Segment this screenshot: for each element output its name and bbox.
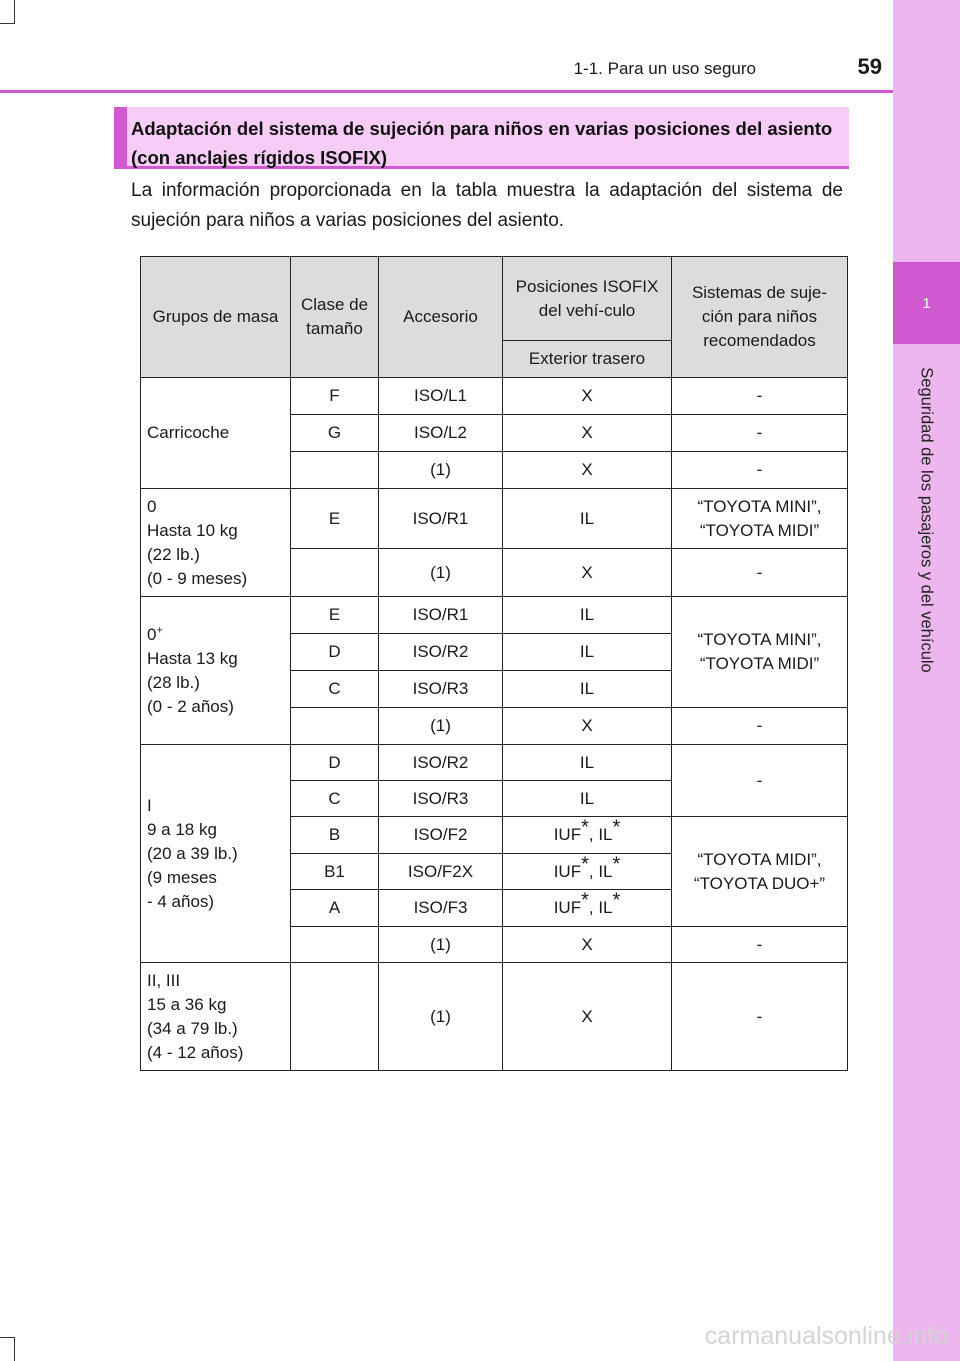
crop-mark — [14, 1337, 15, 1361]
fixture-cell: ISO/L1 — [379, 378, 503, 415]
mass-group-label: II, III — [147, 970, 181, 990]
mass-group-cell — [141, 489, 291, 597]
mass-group-line: (0 - 9 meses) — [147, 568, 248, 588]
size-cell: C — [291, 671, 379, 708]
mass-group-label: I — [147, 795, 152, 815]
mass-group-cell: Carricoche — [141, 378, 291, 489]
mass-group-line: (34 a 79 lb.) — [147, 1018, 238, 1038]
fixture-cell: ISO/R3 — [379, 671, 503, 708]
mass-group-label: 0+ — [147, 623, 163, 644]
outer-cell: IL — [503, 597, 672, 634]
chapter-title: Seguridad de los pasajeros y del vehículo — [917, 367, 936, 673]
recommended-cell: “TOYOTA MINI”, “TOYOTA MIDI” — [672, 597, 848, 708]
fixture-cell: ISO/L2 — [379, 415, 503, 452]
size-cell — [291, 963, 379, 1071]
fixture-cell: (1) — [379, 708, 503, 745]
section-title: 1-1. Para un uso seguro — [573, 59, 756, 78]
header-mass-group: Grupos de masa — [141, 257, 291, 378]
fixture-cell: ISO/R1 — [379, 597, 503, 634]
recommended-cell: - — [672, 549, 848, 597]
table-row — [141, 489, 848, 549]
outer-cell: IL — [503, 781, 672, 817]
size-cell: D — [291, 634, 379, 671]
fixture-cell: ISO/R3 — [379, 781, 503, 817]
fixture-cell: ISO/F2X — [379, 854, 503, 890]
size-cell — [291, 927, 379, 963]
crop-mark — [0, 1337, 15, 1338]
size-cell: E — [291, 489, 379, 549]
outer-cell: X — [503, 549, 672, 597]
table-row — [141, 963, 848, 1071]
mass-group-line: - 4 años) — [147, 891, 215, 911]
header-fixture: Accesorio — [379, 257, 503, 378]
table-row — [141, 378, 848, 415]
mass-group-label: 0 — [147, 496, 157, 516]
recommended-cell: - — [672, 927, 848, 963]
isofix-compatibility-table — [140, 256, 848, 1071]
recommended-cell: “TOYOTA MINI”, “TOYOTA MIDI” — [672, 489, 848, 549]
size-cell: A — [291, 890, 379, 927]
chapter-number: 1 — [922, 294, 931, 312]
size-cell: E — [291, 597, 379, 634]
table-row — [141, 745, 848, 781]
size-cell: C — [291, 781, 379, 817]
fixture-cell: (1) — [379, 963, 503, 1071]
header-recommended: Sistemas de suje-ción para niños recomendados — [672, 257, 848, 378]
chapter-sidebar — [893, 0, 960, 1361]
outer-cell: X — [503, 708, 672, 745]
mass-group-line: (0 - 2 años) — [147, 696, 234, 716]
recommended-cell: - — [672, 745, 848, 817]
size-cell: G — [291, 415, 379, 452]
size-cell: F — [291, 378, 379, 415]
outer-cell: X — [503, 927, 672, 963]
crop-mark — [14, 0, 15, 24]
outer-cell: IL — [503, 671, 672, 708]
outer-cell: X — [503, 415, 672, 452]
header-outer-rear: Exterior trasero — [503, 341, 672, 378]
outer-cell: IL — [503, 634, 672, 671]
fixture-cell: ISO/R2 — [379, 745, 503, 781]
recommended-cell: - — [672, 963, 848, 1071]
recommended-cell: - — [672, 708, 848, 745]
fixture-cell: (1) — [379, 452, 503, 489]
mass-group-line: (9 meses — [147, 867, 217, 887]
outer-cell: X — [503, 452, 672, 489]
recommended-cell: “TOYOTA MIDI”, “TOYOTA DUO+” — [672, 817, 848, 927]
mass-group-line: (20 a 39 lb.) — [147, 843, 238, 863]
mass-group-line: (28 lb.) — [147, 672, 200, 692]
recommended-cell: - — [672, 452, 848, 489]
fixture-cell: ISO/F3 — [379, 890, 503, 927]
outer-cell: IL — [503, 489, 672, 549]
mass-group-line: 9 a 18 kg — [147, 819, 217, 839]
outer-cell: IUF*, IL* — [503, 854, 672, 890]
size-cell — [291, 549, 379, 597]
outer-cell: IL — [503, 745, 672, 781]
size-cell — [291, 452, 379, 489]
size-cell — [291, 708, 379, 745]
fixture-cell: (1) — [379, 927, 503, 963]
page-number: 59 — [857, 54, 882, 79]
chapter-tab[interactable] — [893, 262, 960, 344]
fixture-cell: ISO/F2 — [379, 817, 503, 854]
size-cell: D — [291, 745, 379, 781]
mass-group-line: (4 - 12 años) — [147, 1042, 244, 1062]
recommended-cell: - — [672, 415, 848, 452]
mass-group-cell — [141, 963, 291, 1071]
outer-cell: X — [503, 378, 672, 415]
outer-cell: IUF*, IL* — [503, 890, 672, 927]
fixture-cell: ISO/R2 — [379, 634, 503, 671]
section-heading: Adaptación del sistema de sujeción para niños en varias posiciones del asiento (con anclajes rígidos ISOFIX) — [114, 107, 849, 169]
mass-group-line: 15 a 36 kg — [147, 994, 227, 1014]
recommended-cell: - — [672, 378, 848, 415]
mass-group-line: Hasta 13 kg — [147, 648, 238, 668]
outer-cell: X — [503, 963, 672, 1071]
header-isofix-positions: Posiciones ISOFIX del vehí-culo — [503, 257, 672, 341]
header-size-class: Clase de tamaño — [291, 257, 379, 378]
table-row — [141, 597, 848, 634]
mass-group-cell — [141, 597, 291, 745]
crop-mark — [0, 23, 15, 24]
mass-group-line: Hasta 10 kg — [147, 520, 238, 540]
header-rule — [0, 90, 893, 93]
mass-group-cell — [141, 745, 291, 963]
size-cell: B — [291, 817, 379, 854]
footer-watermark: carmanualsonline.info — [704, 1322, 948, 1350]
intro-paragraph: La información proporcionada en la tabla muestra la adaptación del sistema de sujeción para niños a varias posiciones del asiento. — [131, 180, 843, 231]
fixture-cell: ISO/R1 — [379, 489, 503, 549]
size-cell: B1 — [291, 854, 379, 890]
mass-group-line: (22 lb.) — [147, 544, 200, 564]
fixture-cell: (1) — [379, 549, 503, 597]
outer-cell: IUF*, IL* — [503, 817, 672, 854]
